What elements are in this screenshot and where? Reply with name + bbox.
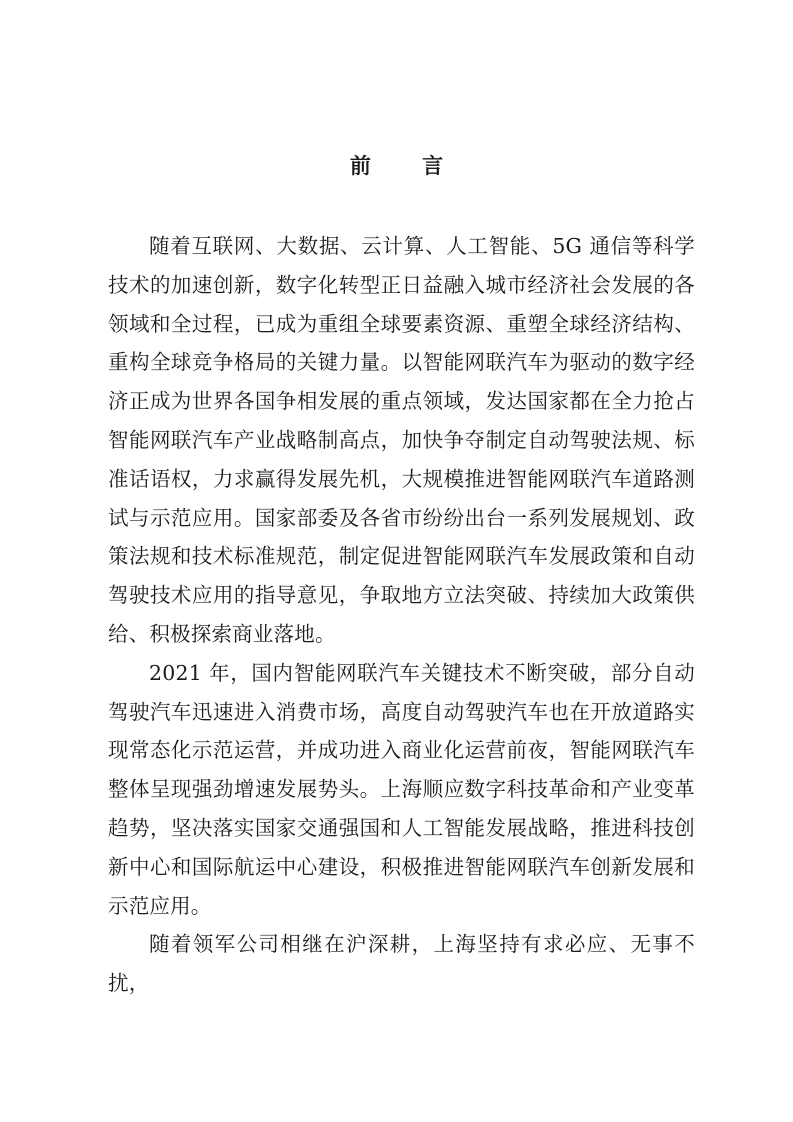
paragraph-2: 2021 年，国内智能网联汽车关键技术不断突破，部分自动驾驶汽车迅速进入消费市场，高度自动驾驶汽车也在开放道路实现常态化示范运营，并成功进入商业化运营前夜，智能网联汽车整体呈现强劲增速发展势头。上海顺应数字科技革命和产业变革趋势，坚决落实国家交通强国和人工智能发展战略，推进科技创新中心和国际航运中心建设，积极推进智能网联汽车创新发展和示范应用。 — [108, 660, 695, 918]
paragraph-3: 随着领军公司相继在沪深耕，上海坚持有求必应、无事不扰， — [108, 932, 695, 996]
document-body — [108, 227, 695, 1003]
paragraph-1: 随着互联网、大数据、云计算、人工智能、5G 通信等科学技术的加速创新，数字化转型正日益融入城市经济社会发展的各领域和全过程，已成为重组全球要素资源、重塑全球经济结构、重构全球竞争格局的关键力量。以智能网联汽车为驱动的数字经济正成为世界各国争相发展的重点领域，发达国家都在全力抢占智能网联汽车产业战略制高点，加快争夺制定自动驾驶法规、标准话语权，力求赢得发展先机，大规模推进智能网联汽车道路测试与示范应用。国家部委及各省市纷纷出台一系列发展规划、政策法规和技术标准规范，制定促进智能网联汽车发展政策和自动驾驶技术应用的指导意见，争取地方立法突破、持续加大政策供给、积极探索商业落地。 — [108, 234, 695, 646]
page-title: 前 言 — [349, 154, 466, 178]
